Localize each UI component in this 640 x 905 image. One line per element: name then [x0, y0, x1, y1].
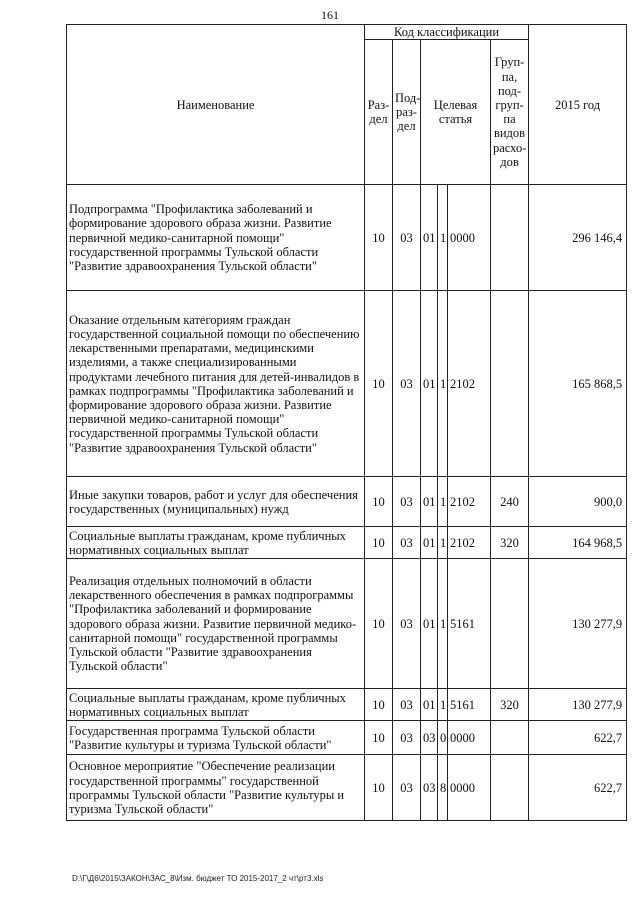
header-group: Груп-па, под-груп-па видов расхо-дов: [491, 40, 529, 185]
row-group: [491, 755, 529, 821]
row-podrazdel: 03: [393, 185, 421, 291]
header-year: 2015 год: [529, 25, 627, 185]
row-target-program: 01: [421, 689, 438, 721]
row-target-sub: 8: [438, 755, 448, 821]
table-row: [67, 559, 627, 689]
row-group: [491, 291, 529, 477]
row-target-program: 01: [421, 477, 438, 527]
row-razdel: 10: [365, 527, 393, 559]
row-target-code: 2102: [448, 527, 491, 559]
row-podrazdel: 03: [393, 689, 421, 721]
budget-table: [66, 24, 627, 821]
row-target-sub: 1: [438, 291, 448, 477]
row-target-program: 03: [421, 755, 438, 821]
header-podrazdel: Под-раз-дел: [393, 40, 421, 185]
row-razdel: 10: [365, 291, 393, 477]
row-amount: 296 146,4: [529, 185, 627, 291]
table-row: [67, 689, 627, 721]
row-razdel: 10: [365, 185, 393, 291]
row-amount: 130 277,9: [529, 559, 627, 689]
page-number: 161: [321, 8, 339, 22]
row-podrazdel: 03: [393, 755, 421, 821]
header-razdel: Раз-дел: [365, 40, 393, 185]
row-podrazdel: 03: [393, 527, 421, 559]
row-target-program: 01: [421, 185, 438, 291]
row-target-sub: 0: [438, 721, 448, 755]
row-razdel: 10: [365, 689, 393, 721]
row-name: Основное мероприятие "Обеспечение реализации государственной программы" государственной программы Тульской области "Развитие культуры и туризма Тульской области": [67, 755, 365, 821]
header-row-top: [67, 25, 627, 40]
row-podrazdel: 03: [393, 559, 421, 689]
header-name: Наименование: [67, 25, 365, 185]
row-target-code: 5161: [448, 559, 491, 689]
file-path-footer: D:\Г\Д6\2015\ЗАКОН\ЗАС_8\Изм. бюджет ТО 2015-2017_2 чт\рт3.xls: [72, 874, 324, 883]
row-target-code: 2102: [448, 477, 491, 527]
row-target-code: 0000: [448, 185, 491, 291]
row-podrazdel: 03: [393, 291, 421, 477]
table-row: [67, 185, 627, 291]
row-group: [491, 721, 529, 755]
row-target-sub: 1: [438, 559, 448, 689]
row-name: Подпрограмма "Профилактика заболеваний и формирование здорового образа жизни. Развитие первичной медико-санитарной помощи" государственной программы Тульской области "Развитие здравоохранения Тульской области": [67, 185, 365, 291]
row-target-program: 01: [421, 527, 438, 559]
row-target-code: 0000: [448, 721, 491, 755]
header-target: Целевая статья: [421, 40, 491, 185]
header-code: Код классификации: [365, 25, 529, 40]
row-name: Реализация отдельных полномочий в области лекарственного обеспечения в рамках подпрограммы "Профилактика заболеваний и формирование здорового образа жизни. Развитие первичной медико-санитарной помощи" государственной программы Тульской области "Развитие здравоохранения Тульской области": [67, 559, 365, 689]
row-group: 320: [491, 527, 529, 559]
row-group: [491, 185, 529, 291]
table-row: [67, 477, 627, 527]
row-name: Государственная программа Тульской области "Развитие культуры и туризма Тульской области": [67, 721, 365, 755]
row-podrazdel: 03: [393, 721, 421, 755]
row-target-sub: 1: [438, 689, 448, 721]
row-amount: 130 277,9: [529, 689, 627, 721]
row-razdel: 10: [365, 755, 393, 821]
row-target-sub: 1: [438, 527, 448, 559]
table-row: [67, 721, 627, 755]
row-amount: 164 968,5: [529, 527, 627, 559]
row-target-program: 03: [421, 721, 438, 755]
table-row: [67, 755, 627, 821]
row-razdel: 10: [365, 477, 393, 527]
row-razdel: 10: [365, 721, 393, 755]
row-amount: 900,0: [529, 477, 627, 527]
row-name: Оказание отдельным категориям граждан государственной социальной помощи по обеспечению лекарственными препаратами, медицинскими изделиями, а также специализированными продуктами лечебного питания для детей-инвалидов в рамках подпрограммы "Профилактика заболеваний и формирование здорового образа жизни. Развитие первичной медико-санитарной помощи" государственной программы Тульской области "Развитие здравоохранения Тульской области": [67, 291, 365, 477]
row-name: Иные закупки товаров, работ и услуг для обеспечения государственных (муниципальных) нужд: [67, 477, 365, 527]
table-row: [67, 527, 627, 559]
row-target-sub: 1: [438, 477, 448, 527]
row-target-sub: 1: [438, 185, 448, 291]
row-amount: 622,7: [529, 755, 627, 821]
row-podrazdel: 03: [393, 477, 421, 527]
row-amount: 165 868,5: [529, 291, 627, 477]
row-target-code: 2102: [448, 291, 491, 477]
row-group: 320: [491, 689, 529, 721]
row-target-program: 01: [421, 559, 438, 689]
row-target-code: 0000: [448, 755, 491, 821]
row-name: Социальные выплаты гражданам, кроме публичных нормативных социальных выплат: [67, 689, 365, 721]
row-razdel: 10: [365, 559, 393, 689]
row-name: Социальные выплаты гражданам, кроме публичных нормативных социальных выплат: [67, 527, 365, 559]
row-target-code: 5161: [448, 689, 491, 721]
row-target-program: 01: [421, 291, 438, 477]
row-group: 240: [491, 477, 529, 527]
row-group: [491, 559, 529, 689]
table-row: [67, 291, 627, 477]
row-amount: 622,7: [529, 721, 627, 755]
